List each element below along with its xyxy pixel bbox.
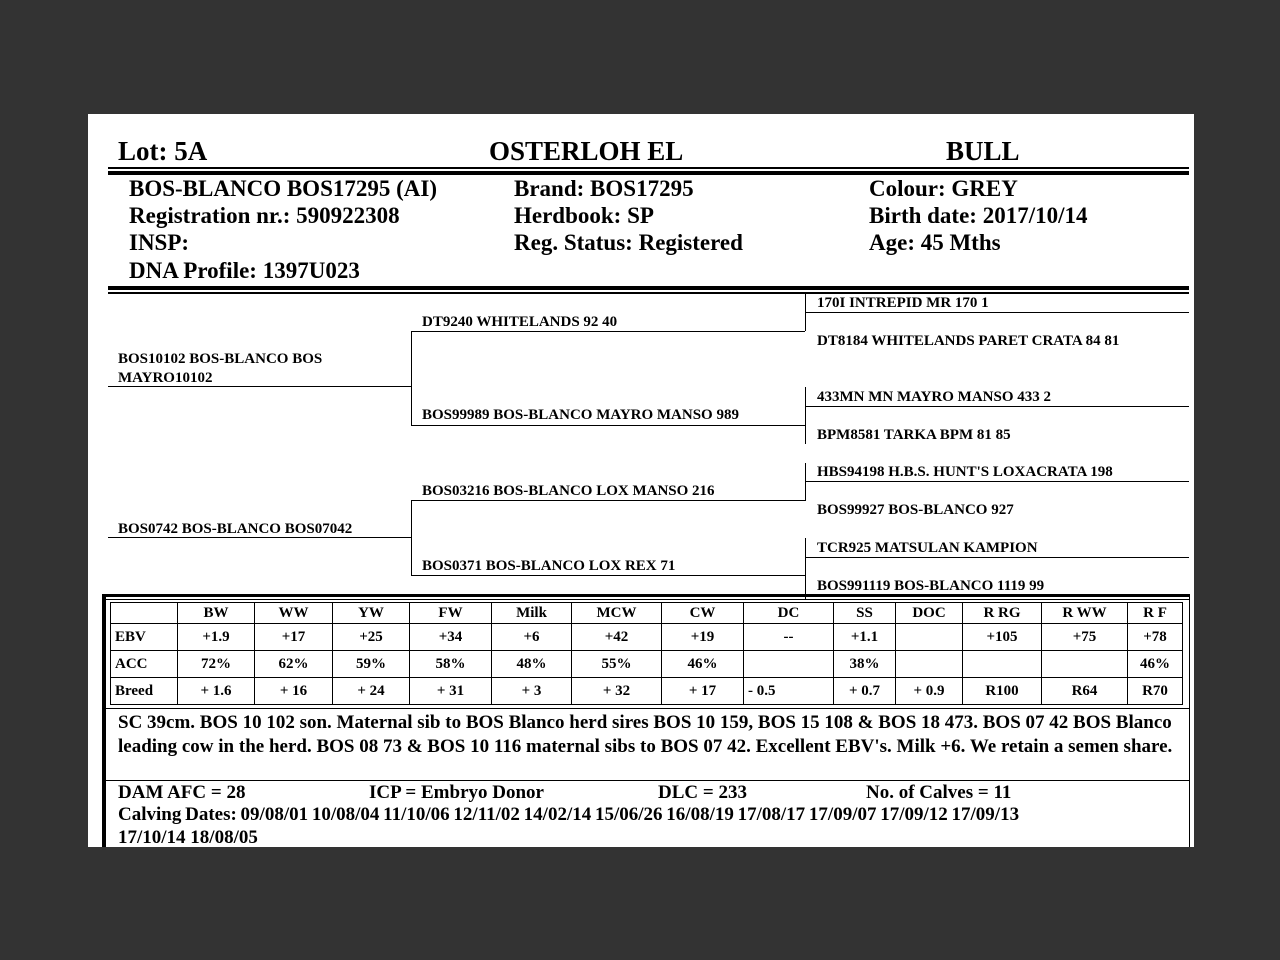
sd-rule	[411, 425, 805, 426]
table-cell: 62%	[255, 651, 333, 678]
pedigree-ssd: DT8184 WHITELANDS PARET CRATA 84 81	[817, 333, 1120, 349]
pedigree-dam: BOS0742 BOS-BLANCO BOS07042	[118, 521, 353, 537]
registration-number: Registration nr.: 590922308	[129, 203, 400, 228]
table-cell: +34	[410, 624, 492, 651]
table-cell: R64	[1042, 678, 1128, 705]
table-cell	[896, 651, 963, 678]
ebv-corner-cell	[111, 603, 178, 624]
table-cell: +25	[333, 624, 410, 651]
catalogue-sheet	[88, 114, 1194, 847]
pedigree-sire-dam: BOS99989 BOS-BLANCO MAYRO MANSO 989	[422, 407, 739, 423]
pedigree-sds: 433MN MN MAYRO MANSO 433 2	[817, 389, 1052, 405]
table-cell: + 0.9	[896, 678, 963, 705]
table-cell: R100	[963, 678, 1042, 705]
header-rule-thick	[108, 171, 1189, 175]
table-cell: + 32	[572, 678, 662, 705]
dam-calves: No. of Calves = 11	[866, 782, 1012, 803]
table-cell: + 31	[410, 678, 492, 705]
comment-rule-bottom	[106, 780, 1190, 781]
sd-bracket	[805, 387, 806, 444]
ebv-rule-top-thick	[102, 594, 1190, 597]
pedigree-dsd: BOS99927 BOS-BLANCO 927	[817, 502, 1014, 518]
sire-line: BOS-BLANCO BOS17295 (AI)	[129, 176, 437, 201]
table-cell: +17	[255, 624, 333, 651]
dna-profile: DNA Profile: 1397U023	[129, 258, 360, 283]
table-cell: +1.1	[834, 624, 896, 651]
table-cell: +105	[963, 624, 1042, 651]
table-cell: 58%	[410, 651, 492, 678]
col-cw: CW	[662, 603, 744, 624]
lot-number: Lot: 5A	[118, 136, 208, 166]
sire-bracket	[411, 331, 412, 426]
pedigree-sss: 170I INTREPID MR 170 1	[817, 295, 989, 311]
col-ss: SS	[834, 603, 896, 624]
table-cell	[744, 651, 834, 678]
sss-rule	[805, 312, 1189, 313]
table-cell: + 0.7	[834, 678, 896, 705]
comment-rule-top	[106, 708, 1190, 709]
ebv-rule-top-thin	[102, 599, 1190, 600]
colour: Colour: GREY	[869, 176, 1018, 201]
birth-date: Birth date: 2017/10/14	[869, 203, 1088, 228]
calving-dates: Calving Dates: 09/08/01 10/08/04 11/10/06 12/11/02 14/02/14 15/06/26 16/08/19 17/08/17 17/09/07 17/09/12 17/09/13	[118, 804, 1020, 825]
brand: Brand: BOS17295	[514, 176, 694, 201]
table-cell: +19	[662, 624, 744, 651]
ebv-header-row	[111, 603, 1183, 624]
ds-bracket	[805, 463, 806, 501]
sds-rule	[805, 406, 1189, 407]
row-label: Breed	[111, 678, 178, 705]
table-cell: 72%	[178, 651, 255, 678]
dd-rule	[411, 575, 805, 576]
pedigree-dam-sire: BOS03216 BOS-BLANCO LOX MANSO 216	[422, 483, 715, 499]
table-cell: 46%	[662, 651, 744, 678]
pedigree-dam-dam: BOS0371 BOS-BLANCO LOX REX 71	[422, 558, 676, 574]
insp-label: INSP:	[129, 230, 190, 255]
pedigree-dds: TCR925 MATSULAN KAMPION	[817, 540, 1038, 556]
table-row-acc	[111, 651, 1183, 678]
table-cell: 46%	[1128, 651, 1183, 678]
table-cell: +1.9	[178, 624, 255, 651]
dam-bracket	[411, 500, 412, 576]
dam-afc: DAM AFC = 28	[118, 782, 246, 803]
col-bw: BW	[178, 603, 255, 624]
table-cell: 55%	[572, 651, 662, 678]
col-r-ww: R WW	[1042, 603, 1128, 624]
table-cell: + 24	[333, 678, 410, 705]
ds-rule	[411, 500, 805, 501]
info-rule-thick	[108, 286, 1189, 290]
pedigree-sire-line2: MAYRO10102	[118, 370, 213, 386]
table-cell	[896, 624, 963, 651]
pedigree-ddd: BOS991119 BOS-BLANCO 1119 99	[817, 578, 1045, 594]
table-cell: + 16	[255, 678, 333, 705]
row-label: ACC	[111, 651, 178, 678]
table-cell: --	[744, 624, 834, 651]
col-fw: FW	[410, 603, 492, 624]
herdbook: Herdbook: SP	[514, 203, 654, 228]
table-cell: +78	[1128, 624, 1183, 651]
table-cell: - 0.5	[744, 678, 834, 705]
table-cell: +75	[1042, 624, 1128, 651]
col-doc: DOC	[896, 603, 963, 624]
table-cell: 59%	[333, 651, 410, 678]
table-cell: 48%	[492, 651, 572, 678]
lot-comment: SC 39cm. BOS 10 102 son. Maternal sib to BOS Blanco herd sires BOS 10 159, BOS 15 108 & BOS 18 473. BOS 07 42 BOS Blanco leading cow in the herd. BOS 08 73 & BOS 10 116 maternal sibs to BOS 07 42. Excellent EBV's. Milk +6. We retain a semen share.	[118, 712, 1173, 757]
table-row-breed	[111, 678, 1183, 705]
table-cell: + 17	[662, 678, 744, 705]
pedigree-dss: HBS94198 H.B.S. HUNT'S LOXACRATA 198	[817, 464, 1113, 480]
table-cell: R70	[1128, 678, 1183, 705]
table-cell	[1042, 651, 1128, 678]
table-row-ebv	[111, 624, 1183, 651]
col-r-f: R F	[1128, 603, 1183, 624]
ss-rule	[411, 331, 805, 332]
dam-line-rule	[108, 537, 411, 538]
table-cell: 38%	[834, 651, 896, 678]
age: Age: 45 Mths	[869, 230, 1001, 255]
pedigree-sire-sire: DT9240 WHITELANDS 92 40	[422, 314, 618, 330]
animal-name: OSTERLOH EL	[489, 136, 684, 166]
pedigree-sdd: BPM8581 TARKA BPM 81 85	[817, 427, 1011, 443]
col-milk: Milk	[492, 603, 572, 624]
table-cell: +6	[492, 624, 572, 651]
reg-status: Reg. Status: Registered	[514, 230, 743, 255]
dd-bracket	[805, 538, 806, 600]
header-rule-thin	[108, 167, 1189, 169]
ebv-table	[110, 602, 1183, 705]
row-label: EBV	[111, 624, 178, 651]
table-cell	[963, 651, 1042, 678]
dss-rule	[805, 481, 1189, 482]
col-r-rg: R RG	[963, 603, 1042, 624]
pedigree-sire: BOS10102 BOS-BLANCO BOS	[118, 351, 323, 367]
ebv-left-border	[102, 596, 106, 847]
col-mcw: MCW	[572, 603, 662, 624]
info-rule-thin	[108, 292, 1189, 294]
dds-rule	[805, 557, 1189, 558]
col-dc: DC	[744, 603, 834, 624]
dam-icp: ICP = Embryo Donor	[369, 782, 544, 803]
col-ww: WW	[255, 603, 333, 624]
table-cell: + 3	[492, 678, 572, 705]
table-cell: + 1.6	[178, 678, 255, 705]
sire-line-rule	[108, 386, 411, 387]
animal-sex: BULL	[946, 136, 1020, 166]
calving-dates-continued: 17/10/14 18/08/05	[118, 827, 258, 847]
ebv-right-border	[1189, 596, 1190, 847]
table-cell: +42	[572, 624, 662, 651]
col-yw: YW	[333, 603, 410, 624]
dam-dlc: DLC = 233	[658, 782, 747, 803]
